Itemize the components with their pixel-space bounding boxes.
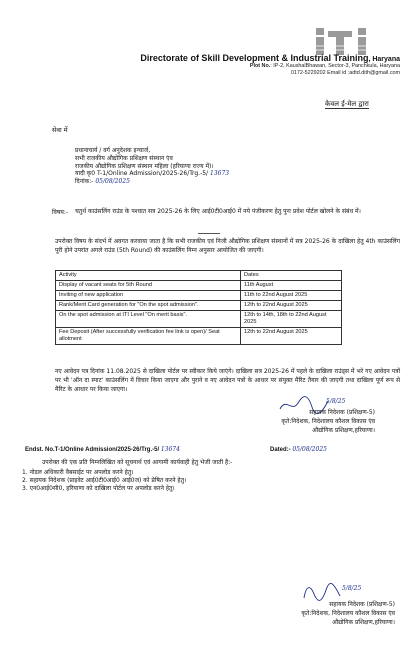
signatory-department: औद्योगिक प्रशिक्षण,हरियाणा। [312, 427, 375, 434]
subject-text: चतुर्थ काउंसलिंग राउंड के पश्चात सत्र 2025-26 के लिए आई0टी0आई0 में नये पंजीकरण हेतु पुनः प्रवेश पोर्टल खोलने के संबंध में। [75, 208, 361, 215]
recipient-block [75, 147, 229, 186]
list-item: 1. नोडल अधिकारी वैबसाईट पर अपलोड करने हेतु। [22, 469, 134, 476]
copy-intro: उपरोक्त की एक प्रति निम्नलिखित को सूचनार्थ एवं आगामी कार्यवाही हेतु भेजी जाती है:- [42, 459, 233, 466]
table-cell: 11th to 22nd August 2025 [241, 291, 342, 301]
signature-block-2 [220, 600, 395, 627]
table-header-row [56, 271, 342, 281]
recipient-line: प्रधानाचार्य / वर्ग अनुदेशक इन्चार्ज, [75, 147, 151, 154]
salutation: सेवा में [52, 126, 68, 134]
subject-label: विषय:- [52, 209, 69, 216]
signature-block-1 [220, 408, 375, 435]
table-cell: 12th to 22nd August 2025 [241, 301, 342, 311]
table-row [56, 301, 342, 311]
recipient-line: राजकीय औद्योगिक प्रशिक्षण संस्थान महिला (हरियाणा राज्य में)। [75, 162, 214, 170]
memo-number: यादी कृ0 T-1/Online Admission/2025-26/Trg.-5/ 13673 [75, 170, 230, 178]
letterhead [60, 55, 400, 77]
endorsement-number-handwritten: 13674 [160, 446, 180, 453]
body-paragraph-2: नए आवेदन पत्र दिनांक 11.08.2025 से दाखिला पोर्टल पर स्वीकार किये जाएंगे। दाखिला सत्र 2025-26 में पहले के दाखिला राउंड्स में भरे गए आवेदन पत्रों पर भी 'ऑन दा स्पाट' काउंसलिंग में विचार किया जाएगा और पुराने व नए आवेदन पत्रों के आधार पर संयुक्त मैरिट तैयार की जाएगी तथा दाखिला पूर्ण रूप से मैरिट के आधार पर किया जाएगा। [55, 368, 400, 393]
table-cell: 11th August [241, 281, 342, 291]
signatory-designation: सहायक निदेशक (प्रशिक्षण-5) [329, 601, 395, 608]
table-header: Activity [56, 271, 241, 281]
letterhead-title: Directorate of Skill Development & Industrial Training, Haryana [140, 53, 400, 63]
signatory-office: कृते:निदेशक, निदेशालय कौशल विकास एंव [281, 418, 375, 425]
table-row [56, 328, 342, 345]
list-item: 2. सहायक निदेशक (प्राइवेट आई0टी0आई0 आई0ज) को प्रेषित करने हेतु। [22, 477, 187, 485]
signatory-office: कृते:निदेशक, निदेशालय कौशल विकास एंव [301, 610, 395, 617]
memo-date-handwritten: 05/08/2025 [95, 178, 130, 186]
table-row [56, 281, 342, 291]
table-cell: Fee Deposit (After successfully verification fee link is open)/ Seat allotment [56, 328, 241, 345]
schedule-table [55, 270, 342, 345]
email-only-label: केवल ई-मेल द्वारा [325, 100, 369, 108]
table-row [56, 311, 342, 328]
endorsement-line: Endst. No.T-1/Online Admission/2025-26/Trg.-5/ 13674 Dated:- 05/08/2025 [25, 446, 327, 453]
letterhead-address: Plot No.: IP-2, KaushalBhawan, Sector-3, Panchkula, Haryana [249, 63, 400, 69]
table-cell: On the spot admission at ITI Level "On merit basis". [56, 311, 241, 328]
recipient-line: सभी राजकीय औद्योगिक प्रशिक्षण संस्थान एंव [75, 154, 173, 162]
table-cell: 12th to 22nd August 2025 [241, 328, 342, 345]
copy-list [22, 469, 186, 494]
list-item: 3. एन0आई0सी0, हरियाणा को दाखिला पोर्टल पर अपलोड करने हेतु। [22, 485, 175, 493]
table-row [56, 291, 342, 301]
memo-date: दिनांक:- 05/08/2025 [75, 178, 130, 186]
endorsement-date: Dated:- 05/08/2025 [270, 446, 327, 453]
separator-line [198, 233, 220, 234]
signatory-designation: सहायक निदेशक (प्रशिक्षण-5) [309, 409, 375, 416]
body-paragraph-1: उपरोक्त विषय के संदर्भ में अवगत करवाया जाता है कि सभी राजकीय एवं निजी औद्योगिक प्रशिक्षण संस्थानों में सत्र 2025-26 के दाखिला हेतु 4th काउंसलिंग पूरी होने उपरांत अगले राउंड (5th Round) की काउंसलिंग निम्न अनुसार आयोजित की जाएगी। [55, 238, 400, 255]
table-cell: Rank/Merit Card generation for "On the spot admission". [56, 301, 241, 311]
table-cell: Inviting of new application [56, 291, 241, 301]
signatory-department: औद्योगिक प्रशिक्षण,हरियाणा। [332, 619, 395, 626]
table-header: Dates [241, 271, 342, 281]
table-cell: Display of vacant seats for 5th Round [56, 281, 241, 291]
signature-date-handwritten: 5/8/25 [342, 585, 362, 592]
endorsement-date-handwritten: 05/08/2025 [292, 446, 327, 453]
iti-logo [313, 27, 377, 55]
table-cell: 12th to 14th, 18th to 22nd August 2025 [241, 311, 342, 328]
signature-date-handwritten: 5/8/25 [326, 398, 346, 405]
memo-number-handwritten: 13673 [210, 170, 230, 178]
letterhead-contact: 0172-5229202 Email id :adtd.dith@gmail.com [290, 70, 400, 76]
